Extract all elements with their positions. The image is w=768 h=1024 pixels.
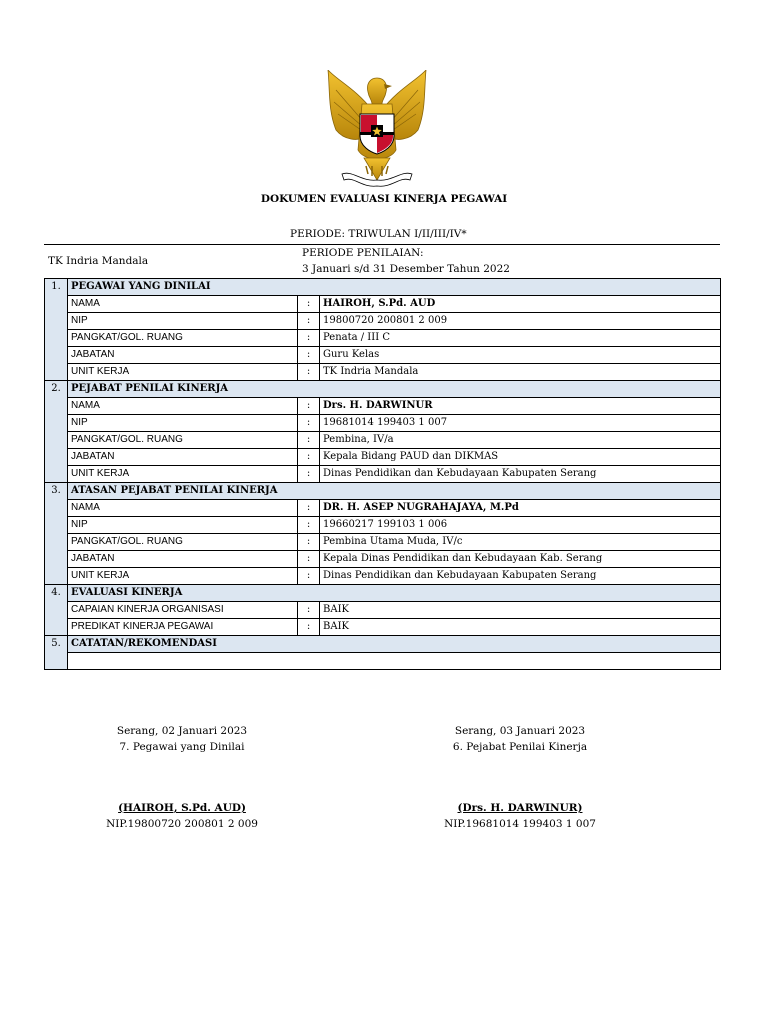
field-value: Dinas Pendidikan dan Kebudayaan Kabupaten Serang: [320, 568, 721, 585]
field-value: 19681014 199403 1 007: [320, 415, 721, 432]
section-title: ATASAN PEJABAT PENILAI KINERJA: [68, 483, 721, 500]
table-row: [45, 296, 721, 313]
signature-left-name: (HAIROH, S.Pd. AUD): [118, 802, 246, 814]
field-label: NAMA: [68, 296, 298, 313]
field-label: NIP: [68, 313, 298, 330]
field-value: Drs. H. DARWINUR: [320, 398, 721, 415]
table-row: [45, 517, 721, 534]
field-label: PANGKAT/GOL. RUANG: [68, 330, 298, 347]
section-number: 1.: [45, 279, 68, 381]
table-row: [45, 551, 721, 568]
field-value: BAIK: [320, 619, 721, 636]
section-number: 3.: [45, 483, 68, 585]
table-row: [45, 449, 721, 466]
section-header-row: [45, 636, 721, 653]
signature-right-place-date: Serang, 03 Januari 2023: [454, 725, 586, 737]
section-number: 4.: [45, 585, 68, 636]
table-row: [45, 568, 721, 585]
table-row: [45, 602, 721, 619]
field-value: TK Indria Mandala: [320, 364, 721, 381]
field-label: JABATAN: [68, 347, 298, 364]
field-value: HAIROH, S.Pd. AUD: [320, 296, 721, 313]
signature-left-nip: NIP.19800720 200801 2 009: [106, 818, 258, 830]
field-colon: :: [298, 466, 320, 483]
section-header-row: [45, 381, 721, 398]
field-label: NAMA: [68, 398, 298, 415]
field-colon: :: [298, 432, 320, 449]
field-value: Kepala Bidang PAUD dan DIKMAS: [320, 449, 721, 466]
field-colon: :: [298, 602, 320, 619]
field-value: BAIK: [320, 602, 721, 619]
field-colon: :: [298, 517, 320, 534]
signature-right-nip: NIP.19681014 199403 1 007: [444, 818, 596, 830]
field-colon: :: [298, 551, 320, 568]
table-row: [45, 619, 721, 636]
section-header-row: [45, 585, 721, 602]
table-row: [45, 466, 721, 483]
periode-triwulan: PERIODE: TRIWULAN I/II/III/IV*: [290, 228, 467, 240]
table-row: [45, 415, 721, 432]
table-row: [45, 347, 721, 364]
field-colon: :: [298, 330, 320, 347]
signature-left: [62, 723, 302, 832]
field-colon: :: [298, 364, 320, 381]
notes-cell: [68, 653, 721, 670]
field-colon: :: [298, 415, 320, 432]
field-label: NIP: [68, 415, 298, 432]
table-row: [45, 534, 721, 551]
field-colon: :: [298, 449, 320, 466]
garuda-emblem-icon: [322, 70, 432, 192]
empty-row: [45, 653, 721, 670]
field-label: PANGKAT/GOL. RUANG: [68, 432, 298, 449]
field-value: Pembina, IV/a: [320, 432, 721, 449]
field-label: NIP: [68, 517, 298, 534]
field-colon: :: [298, 296, 320, 313]
field-label: JABATAN: [68, 551, 298, 568]
field-colon: :: [298, 619, 320, 636]
section-number: 2.: [45, 381, 68, 483]
field-label: JABATAN: [68, 449, 298, 466]
field-label: PREDIKAT KINERJA PEGAWAI: [68, 619, 298, 636]
field-colon: :: [298, 568, 320, 585]
section-title: PEGAWAI YANG DINILAI: [68, 279, 721, 296]
periode-penilaian-range: 3 Januari s/d 31 Desember Tahun 2022: [302, 263, 510, 275]
field-value: 19800720 200801 2 009: [320, 313, 721, 330]
field-colon: :: [298, 313, 320, 330]
table-row: [45, 313, 721, 330]
periode-penilaian-label: PERIODE PENILAIAN:: [302, 247, 424, 259]
divider: [44, 244, 720, 245]
signature-right: [400, 723, 640, 832]
section-header-row: [45, 279, 721, 296]
table-row: [45, 364, 721, 381]
signature-right-role: 6. Pejabat Penilai Kinerja: [452, 741, 588, 753]
field-value: Kepala Dinas Pendidikan dan Kebudayaan Kab. Serang: [320, 551, 721, 568]
field-colon: :: [298, 398, 320, 415]
evaluation-table: [44, 278, 721, 670]
field-value: 19660217 199103 1 006: [320, 517, 721, 534]
document-title: DOKUMEN EVALUASI KINERJA PEGAWAI: [260, 193, 508, 205]
section-number: 5.: [45, 636, 68, 670]
section-header-row: [45, 483, 721, 500]
unit-kerja-header: TK Indria Mandala: [48, 255, 149, 267]
field-value: Dinas Pendidikan dan Kebudayaan Kabupaten Serang: [320, 466, 721, 483]
table-row: [45, 500, 721, 517]
table-row: [45, 432, 721, 449]
table-row: [45, 398, 721, 415]
field-value: Guru Kelas: [320, 347, 721, 364]
section-title: EVALUASI KINERJA: [68, 585, 721, 602]
field-label: NAMA: [68, 500, 298, 517]
field-value: DR. H. ASEP NUGRAHAJAYA, M.Pd: [320, 500, 721, 517]
field-colon: :: [298, 500, 320, 517]
field-value: Pembina Utama Muda, IV/c: [320, 534, 721, 551]
field-label: CAPAIAN KINERJA ORGANISASI: [68, 602, 298, 619]
section-title: CATATAN/REKOMENDASI: [68, 636, 721, 653]
field-label: UNIT KERJA: [68, 466, 298, 483]
field-colon: :: [298, 347, 320, 364]
signature-left-place-date: Serang, 02 Januari 2023: [116, 725, 248, 737]
field-label: UNIT KERJA: [68, 568, 298, 585]
field-colon: :: [298, 534, 320, 551]
field-label: PANGKAT/GOL. RUANG: [68, 534, 298, 551]
table-row: [45, 330, 721, 347]
signature-left-role: 7. Pegawai yang Dinilai: [119, 741, 245, 753]
section-title: PEJABAT PENILAI KINERJA: [68, 381, 721, 398]
field-label: UNIT KERJA: [68, 364, 298, 381]
field-value: Penata / III C: [320, 330, 721, 347]
signature-right-name: (Drs. H. DARWINUR): [457, 802, 583, 814]
